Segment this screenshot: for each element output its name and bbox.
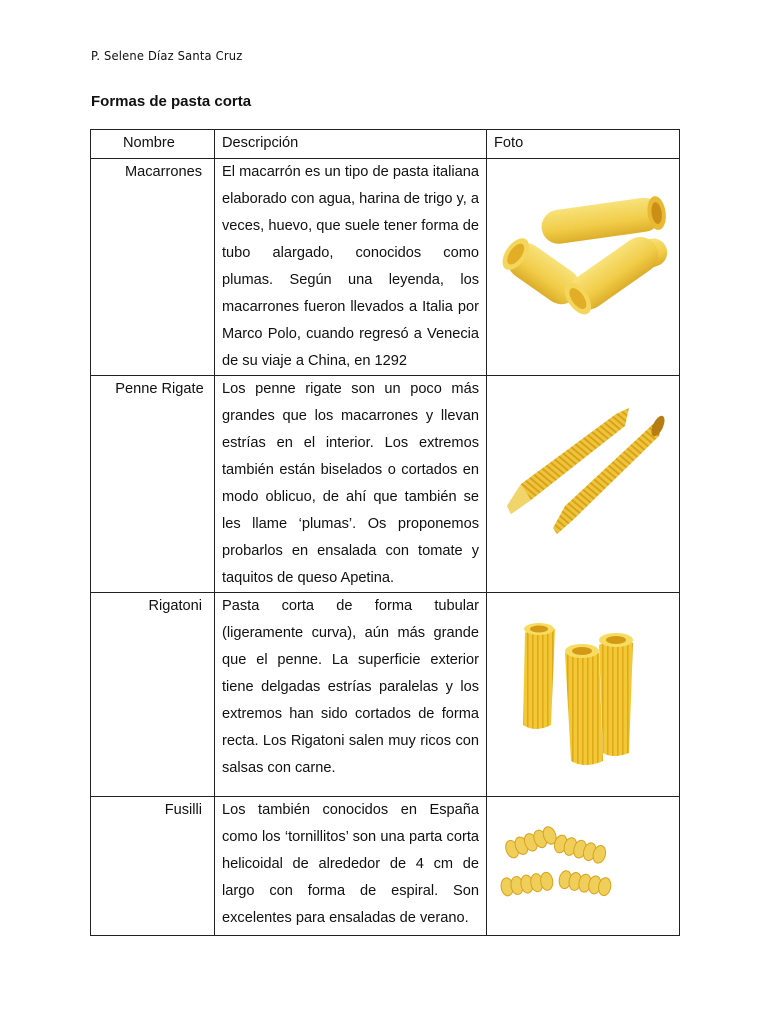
pasta-photo-cell [487, 159, 680, 376]
pasta-name: Rigatoni [91, 593, 215, 797]
table-header-row [91, 130, 680, 159]
macaroni-photo [497, 189, 673, 319]
pasta-photo-cell [487, 376, 680, 593]
column-header-foto: Foto [487, 130, 680, 159]
table-row [91, 593, 680, 797]
pasta-name: Penne Rigate [91, 376, 215, 593]
table-row [91, 376, 680, 593]
pasta-name: Fusilli [91, 797, 215, 936]
rigatoni-photo [517, 607, 637, 772]
pasta-photo-cell [487, 593, 680, 797]
pasta-name: Macarrones [91, 159, 215, 376]
fusilli-photo [499, 823, 619, 903]
pasta-table [90, 129, 680, 936]
penne-photo [501, 396, 671, 536]
pasta-description: Los también conocidos en España como los ‘tornillitos’ son una parta corta helicoidal de alrededor de 4 cm de largo con forma de espiral. Son excelentes para ensaladas de verano. [215, 797, 487, 936]
document-title: Formas de pasta corta [91, 93, 252, 110]
pasta-description: El macarrón es un tipo de pasta italiana elaborado con agua, harina de trigo y, a veces, huevo, que suele tener forma de tubo alargado, conocidos como plumas. Según una leyenda, los macarrones fueron llevados a Italia por Marco Polo, cuando regresó a Venecia de su viaje a China, en 1292 [215, 159, 487, 376]
table-row [91, 797, 680, 936]
pasta-photo-cell [487, 797, 680, 936]
pasta-description: Los penne rigate son un poco más grandes que los macarrones y llevan estrías en el interior. Los extremos también están biselados o cortados en modo oblicuo, de ahí que también se les llame ‘plumas’. Os proponemos probarlos en ensalada con tomate y taquitos de queso Apetina. [215, 376, 487, 593]
column-header-nombre: Nombre [91, 130, 215, 159]
table-row [91, 159, 680, 376]
author-name: P. Selene Díaz Santa Cruz [91, 48, 243, 63]
pasta-description: Pasta corta de forma tubular (ligeramente curva), aún más grande que el penne. La superficie exterior tiene delgadas estrías paralelas y los extremos han sido cortados de forma recta. Los Rigatoni salen muy ricos con salsas con carne. [215, 593, 487, 797]
column-header-descripcion: Descripción [215, 130, 487, 159]
